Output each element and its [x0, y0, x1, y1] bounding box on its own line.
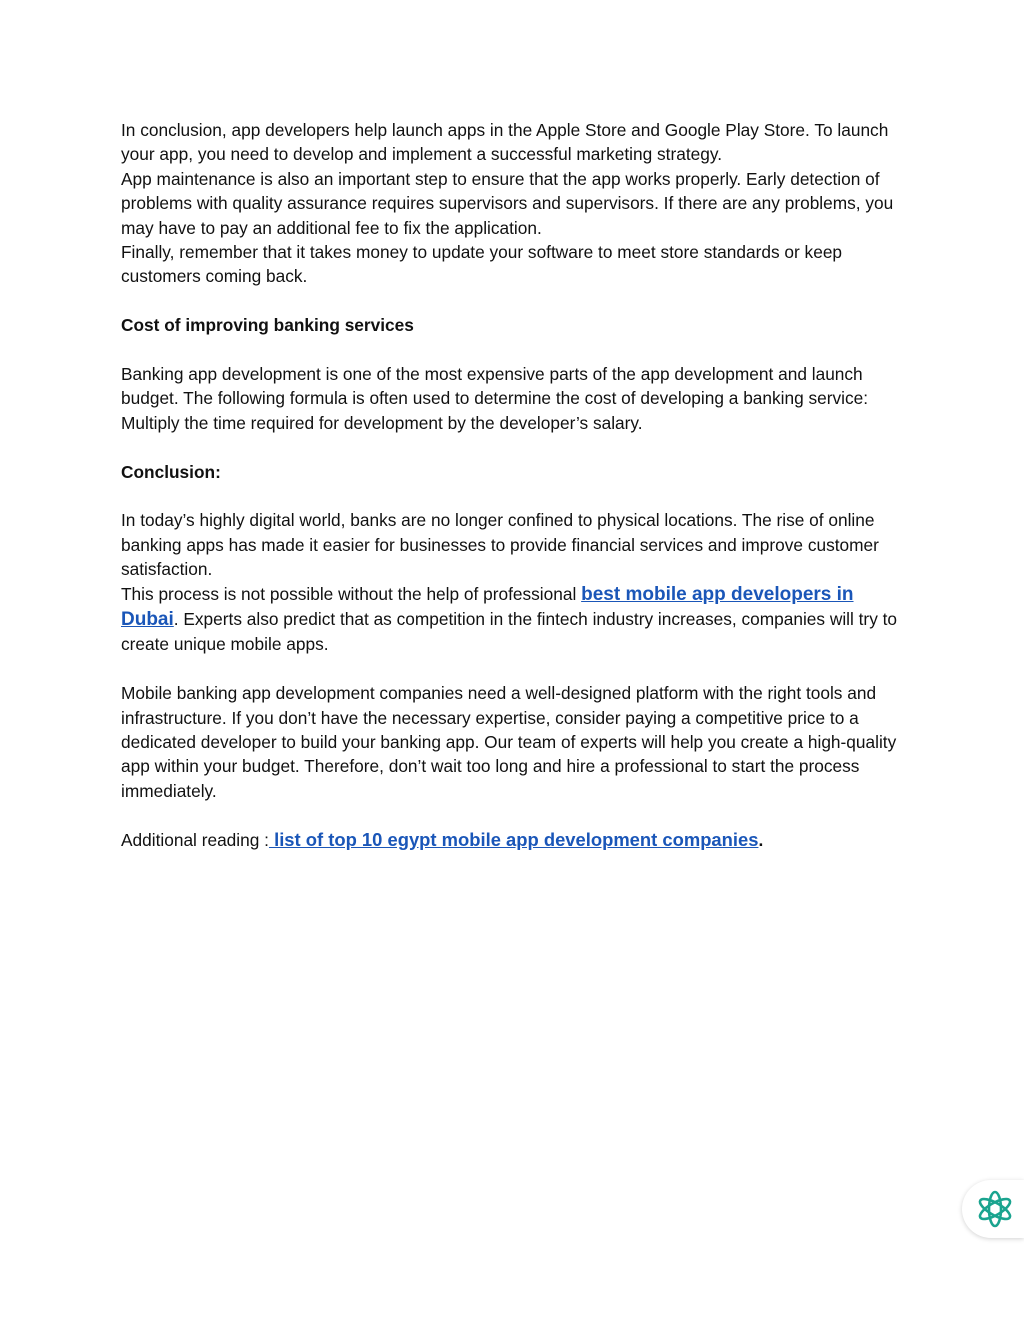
- cost-paragraph: Banking app development is one of the most expensive parts of the app development and launch budget. The following formula is often used to determine the cost of developing a banking service: Multiply the time required for development by the developer’s salary.: [121, 364, 869, 433]
- conclusion-text-before: This process is not possible without the help of professional: [121, 583, 582, 604]
- intro-line-1: In conclusion, app developers help launch apps in the Apple Store and Google Play Store. To launch your app, you need to develop and implement a successful marketing strategy.: [121, 120, 889, 165]
- spacer: [121, 435, 911, 459]
- additional-label: Additional reading :: [121, 829, 269, 850]
- conclusion-paragraph-1: In today’s highly digital world, banks are no longer confined to physical locations. The rise of online banking apps has made it easier for businesses to provide financial services and improve customer satisfaction.: [121, 510, 879, 580]
- conclusion-heading: Conclusion:: [121, 461, 221, 482]
- egypt-companies-link[interactable]: list of top 10 egypt mobile app development companies: [268, 828, 759, 850]
- spacer: [121, 338, 911, 362]
- intro-line-3: Finally, remember that it takes money to update your software to meet store standards or keep customers coming back.: [121, 242, 843, 287]
- assistant-widget-button[interactable]: [962, 1180, 1024, 1238]
- cost-heading: Cost of improving banking services: [121, 315, 414, 336]
- additional-suffix: .: [758, 829, 764, 850]
- spacer: [121, 803, 911, 827]
- conclusion-paragraph-2: [121, 582, 911, 657]
- spacer: [121, 657, 911, 681]
- mobile-paragraph: Mobile banking app development companies need a well-designed platform with the right tools and infrastructure. If you don’t have the necessary expertise, consider paying a competitive price to a dedicated developer to build your banking app. Our team of experts will help you create a high-quality app within your budget. Therefore, don’t wait too long and hire a professional to start the process immediately.: [121, 683, 897, 801]
- additional-reading: [121, 828, 911, 852]
- assistant-star-icon: [975, 1189, 1015, 1229]
- conclusion-text-after: . Experts also predict that as competition in the fintech industry increases, companies will try to create unique mobile apps.: [121, 609, 898, 655]
- intro-line-2: App maintenance is also an important step to ensure that the app works properly. Early detection of problems with quality assurance requires supervisors and supervisors. If there are any problems, you may have to pay an additional fee to fix the application.: [121, 168, 894, 238]
- spacer: [121, 484, 911, 508]
- spacer: [121, 289, 911, 313]
- dubai-developers-link[interactable]: best mobile app developers in Dubai: [121, 583, 854, 631]
- document-body: [121, 118, 911, 852]
